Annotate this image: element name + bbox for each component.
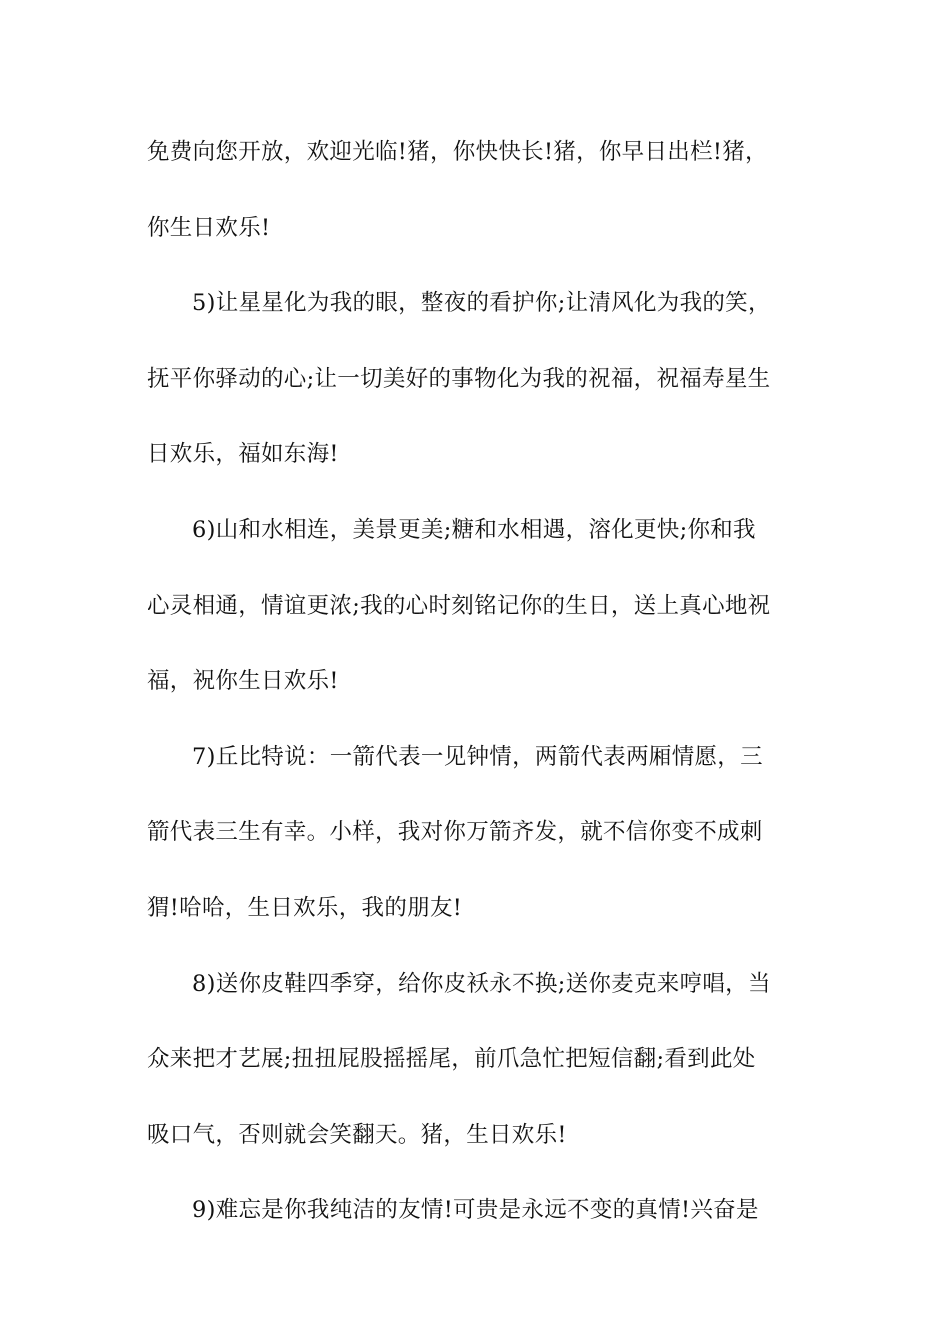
text-line: 你生日欢乐! — [147, 214, 271, 241]
text-line: 箭代表三生有幸。小样，我对你万箭齐发，就不信你变不成刺 — [147, 819, 763, 846]
text-line: 日欢乐，福如东海! — [147, 441, 339, 468]
paragraph-8-start: 8)送你皮鞋四季穿，给你皮袄永不换;送你麦克来哼唱，当 — [192, 970, 771, 997]
paragraph-7-start: 7)丘比特说：一箭代表一见钟情，两箭代表两厢情愿，三 — [192, 743, 763, 770]
text-line: 猬!哈哈，生日欢乐，我的朋友! — [147, 894, 463, 921]
paragraph-6-start: 6)山和水相连，美景更美;糖和水相遇，溶化更快;你和我 — [192, 516, 756, 543]
document-body — [147, 132, 807, 1266]
paragraph-5-start: 5)让星星化为我的眼，整夜的看护你;让清风化为我的笑， — [192, 290, 771, 317]
text-line: 众来把才艺展;扭扭屁股摇摇尾，前爪急忙把短信翻;看到此处 — [147, 1046, 756, 1073]
text-line: 免费向您开放，欢迎光临!猪，你快快长!猪，你早日出栏!猪， — [147, 139, 768, 165]
text-line: 吸口气，否则就会笑翻天。猪，生日欢乐! — [147, 1121, 567, 1148]
text-line: 抚平你驿动的心;让一切美好的事物化为我的祝福，祝福寿星生 — [147, 365, 771, 392]
text-line: 福，祝你生日欢乐! — [147, 668, 339, 695]
paragraph-9-start: 9)难忘是你我纯洁的友情!可贵是永远不变的真情!兴奋是 — [192, 1197, 759, 1224]
text-line: 心灵相通，情谊更浓;我的心时刻铭记你的生日，送上真心地祝 — [147, 592, 771, 619]
